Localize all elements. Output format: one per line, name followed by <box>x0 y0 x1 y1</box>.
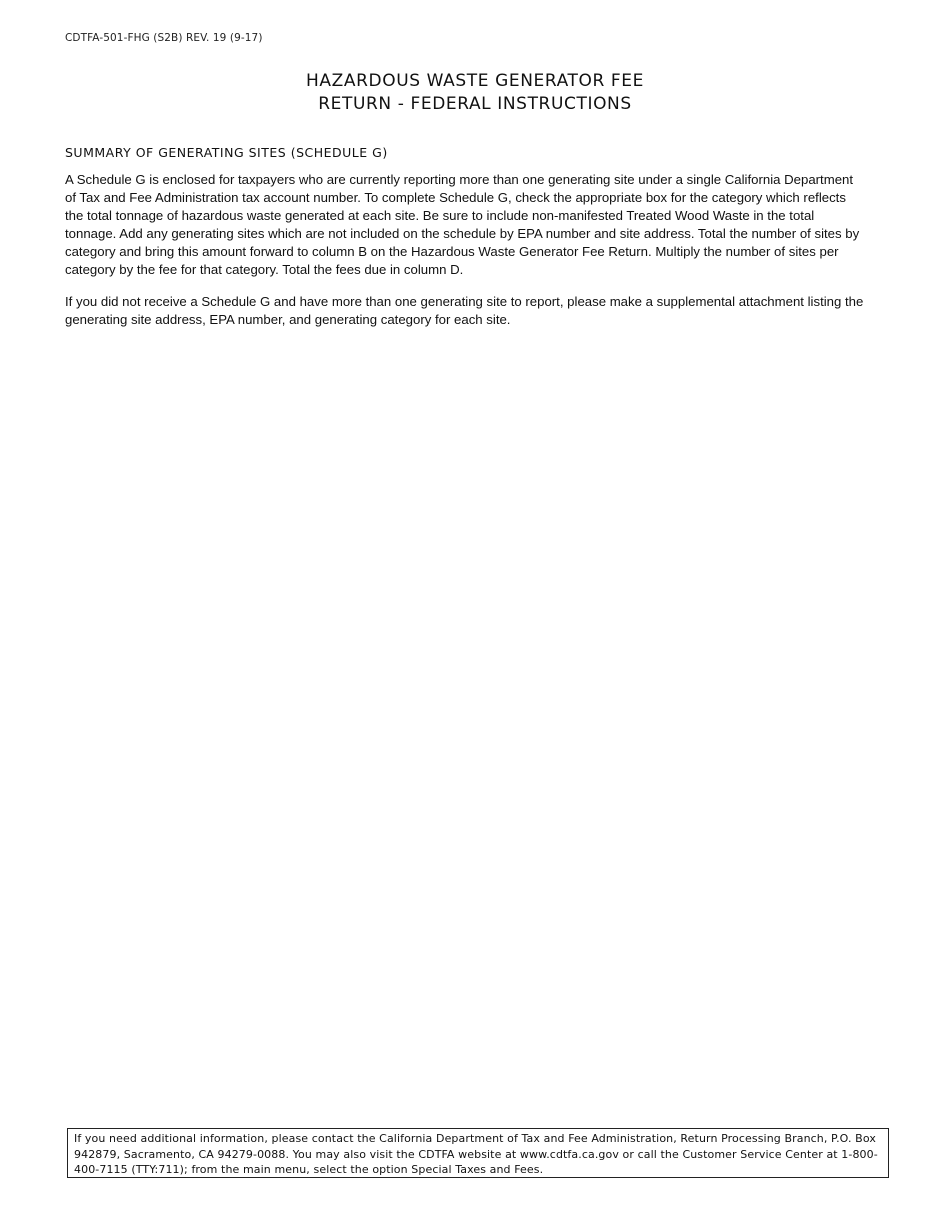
page-title-line2: RETURN - FEDERAL INSTRUCTIONS <box>318 94 632 114</box>
page-title-line1: HAZARDOUS WASTE GENERATOR FEE <box>306 71 644 91</box>
form-id: CDTFA-501-FHG (S2B) REV. 19 (9-17) <box>65 32 263 44</box>
instructions-paragraph-1: A Schedule G is enclosed for taxpayers who are currently reporting more than one generating site under a single California Department of Tax and Fee Administration tax account number. To complete Schedule G, check the appropriate box for the category which reflects the total tonnage of hazardous waste generated at each site. Be sure to include non-manifested Treated Wood Waste in the total tonnage. Add any generating sites which are not included on the schedule by EPA number and site address. Total the number of sites by category and bring this amount forward to column B on the Hazardous Waste Generator Fee Return. Multiply the number of sites per category by the fee for that category. Total the fees due in column D. <box>65 172 860 277</box>
instructions-paragraph-2: If you did not receive a Schedule G and have more than one generating site to report, please make a supplemental attachment listing the generating site address, EPA number, and generating category for each site. <box>65 294 864 327</box>
section-heading: SUMMARY OF GENERATING SITES (SCHEDULE G) <box>65 145 388 160</box>
page-title <box>0 70 950 116</box>
footer-contact-box: If you need additional information, please contact the California Department of Tax and Fee Administration, Return Processing Branch, P.O. Box 942879, Sacramento, CA 94279-0088. You may also visit the CDTFA website at www.cdtfa.ca.gov or call the Customer Service Center at 1-800-400-7115 (TTY:711); from the main menu, select the option Special Taxes and Fees. <box>67 1128 889 1178</box>
